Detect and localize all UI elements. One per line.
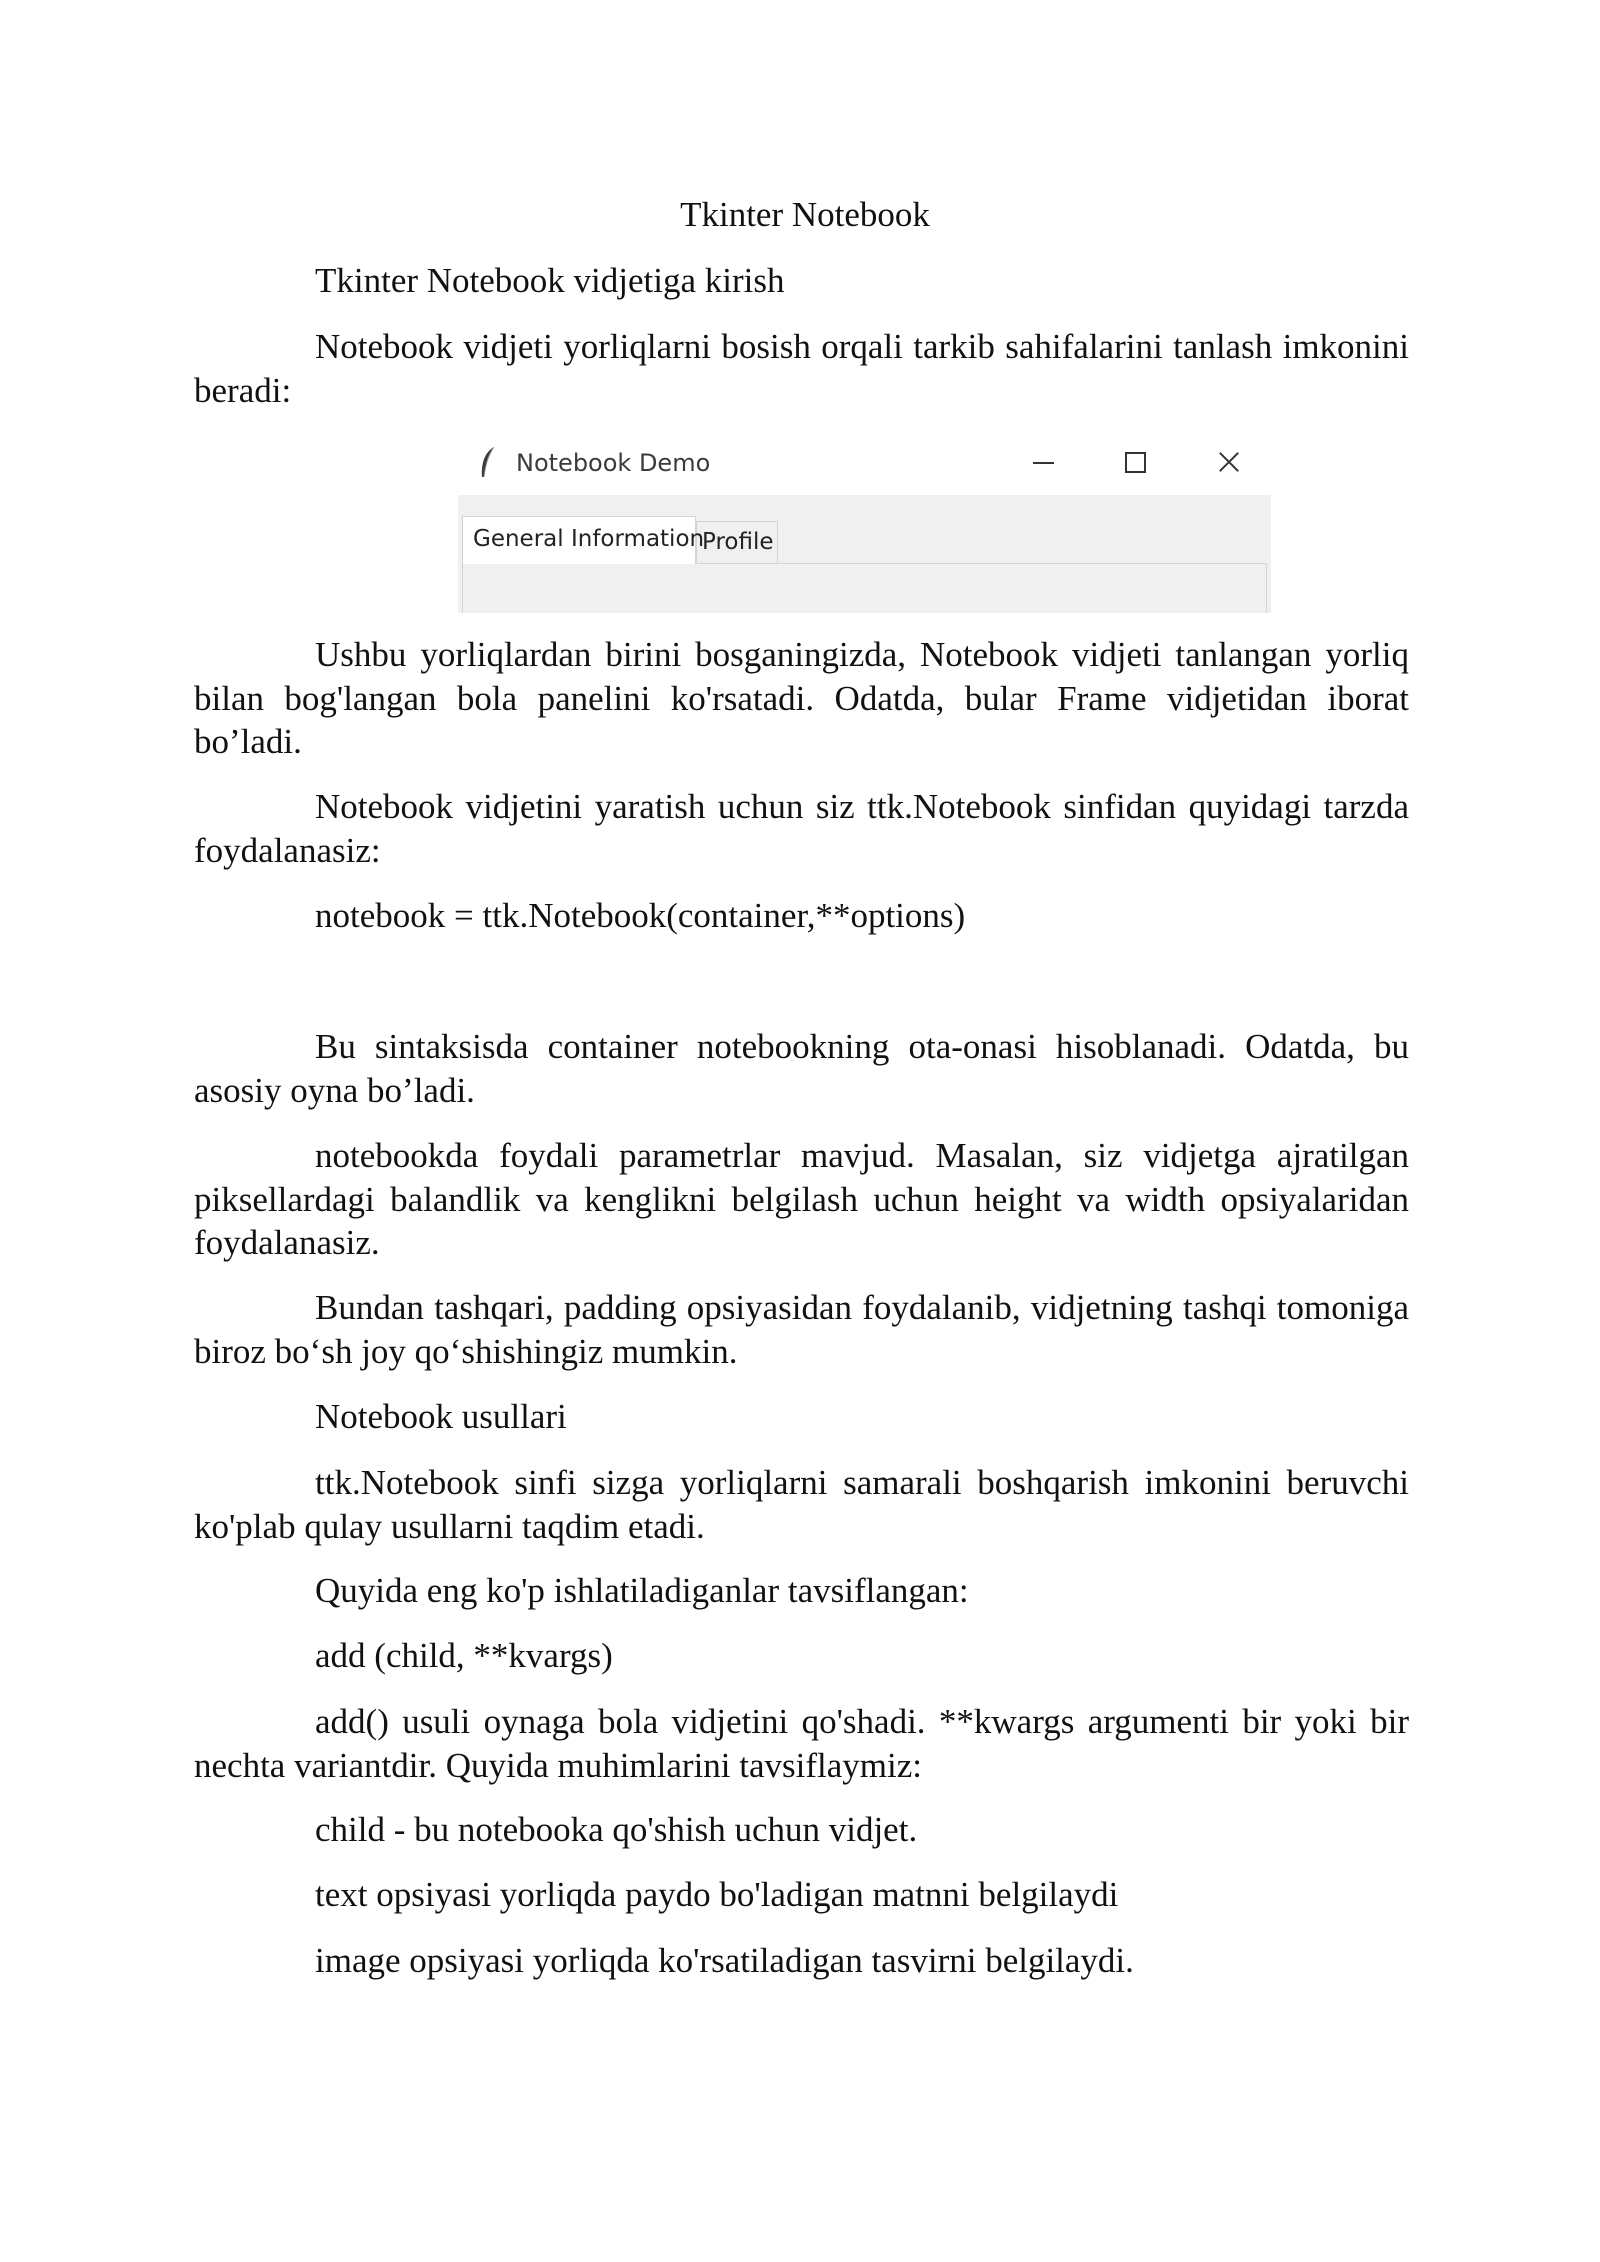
window-titlebar [458,432,1271,495]
paragraph-add: add() usuli oynaga bola vidjetini qo'shadi. **kwargs argumenti bir yoki bir nechta variantdir. Quyida muhimlarini tavsiflaymiz: [194,1702,1409,1785]
tab-content-panel [462,563,1267,613]
paragraph-methods: ttk.Notebook sinfi sizga yorliqlarni samarali boshqarish imkonini beruvchi ko'plab qulay usullarni taqdim etadi. [194,1463,1409,1546]
paragraph-tabs: Ushbu yorliqlardan birini bosganingizda, Notebook vidjeti tanlangan yorliq bilan bog'langan bola panelini ko'rsatadi. Odatda, bular Frame vidjetidan iborat bo’ladi. [194,635,1409,761]
tab-profile[interactable]: Profile [696,521,778,563]
list-item-image: image opsiyasi yorliqda ko'rsatiladigan tasvirni belgilaydi. [315,1941,1134,1980]
paragraph-intro: Notebook vidjeti yorliqlarni bosish orqali tarkib sahifalarini tanlash imkonini beradi: [194,327,1409,410]
window-title: Notebook Demo [516,449,711,477]
paragraph-most-used: Quyida eng ko'p ishlatiladiganlar tavsiflangan: [315,1571,969,1610]
notebook-tabs [458,495,1271,613]
notebook-demo-window [458,432,1271,613]
paragraph-padding: Bundan tashqari, padding opsiyasidan foydalanib, vidjetning tashqi tomoniga biroz bo‘sh joy qo‘shishingiz mumkin. [194,1288,1409,1371]
paragraph-syntax: Bu sintaksisda container notebookning ota-onasi hisoblanadi. Odatda, bu asosiy oyna bo’ladi. [194,1027,1409,1110]
feather-icon [478,446,498,480]
paragraph-options: notebookda foydali parametrlar mavjud. Masalan, siz vidjetga ajratilgan piksellardagi balandlik va kenglikni belgilash uchun height va width opsiyalaridan foydalanasiz. [194,1136,1409,1262]
code-notebook: notebook = ttk.Notebook(container,**options) [315,896,966,935]
list-item-text: text opsiyasi yorliqda paydo bo'ladigan matnni belgilaydi [315,1875,1119,1914]
minimize-icon[interactable] [1023,444,1063,480]
maximize-icon[interactable] [1115,444,1155,480]
list-item-child: child - bu notebooka qo'shish uchun vidjet. [315,1810,918,1849]
intro-heading: Tkinter Notebook vidjetiga kirish [315,261,785,300]
code-add: add (child, **kvargs) [315,1636,613,1675]
document-title: Tkinter Notebook [680,195,930,234]
heading-methods: Notebook usullari [315,1397,567,1436]
tab-general-information[interactable]: General Information [462,516,696,564]
paragraph-create: Notebook vidjetini yaratish uchun siz ttk.Notebook sinfidan quyidagi tarzda foydalanasiz: [194,787,1409,870]
close-icon[interactable] [1208,444,1248,480]
